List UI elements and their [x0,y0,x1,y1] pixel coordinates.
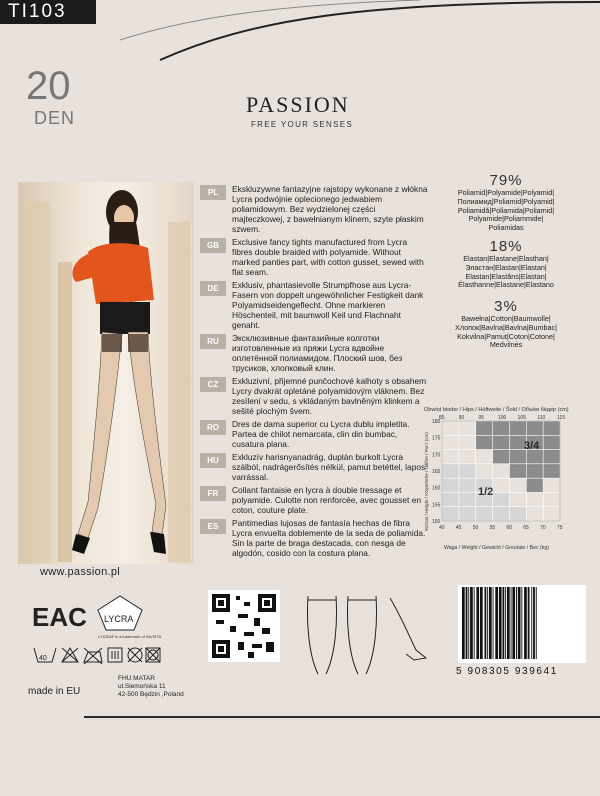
composition-fibre: Poliamidas [488,223,524,233]
size-cell-small [459,478,476,492]
lang-badge: FR [200,486,226,501]
brand-logo: PASSION [246,92,350,117]
description-ru [200,333,428,373]
composition-elastane [426,238,586,290]
barcode-digits: 5 908305 939641 [456,666,558,677]
height-tick: 180 [432,419,441,425]
size-cell-small [493,507,510,521]
composition-fibre: Poliamidă|Poliamida|Poliamid| [457,205,555,215]
bottom-rule [84,716,600,718]
lang-badge: CZ [200,377,226,392]
size-cell-large [526,421,543,435]
lang-badge: DE [200,281,226,296]
size-chart [420,413,598,553]
size-cell-large [543,421,560,435]
lang-badge: HU [200,453,226,468]
height-tick: 150 [432,519,441,525]
composition-fibre: Хлопок|Bavlna|Bavlna|Bumbac| [455,322,557,332]
weight-tick: 50 [472,525,479,531]
lycra-trademark-note: LYCRA® is a trademark of INVISTA [98,634,162,639]
lycra-icon [98,596,162,639]
description-text: Exclusive fancy tights manufactured from Lycra fibres double braided with polyamide. Without marked panties part, with cotton gusset, sewed with flat seam. [232,237,424,277]
hips-tick: 95 [478,415,484,421]
svg-text:LYCRA: LYCRA [104,614,134,624]
no-iron-icon [84,648,102,664]
size-label-large: 3/4 [524,440,540,452]
weight-tick: 45 [455,525,462,531]
size-cell-large [509,464,526,478]
description-gb [200,237,428,277]
svg-text:EAC: EAC [32,602,87,632]
height-tick: 170 [432,452,441,459]
size-cell-small [493,492,510,506]
weight-tick: 60 [506,525,512,531]
composition-fibre: Kokvilna|Pamut|Coton|Cotone| [457,331,555,341]
no-bleach-icon [62,648,78,662]
address-line: ul.Siemońska 11 [118,683,166,690]
description-text: Ekskluzywne fantazyjne rajstopy wykonane z włókna Lycra podwójnie oplecionego jedwabiem poliamidowym. Bez wydzielonej części majteczkowej, z bawełnianym klinem, szyte płaskim szwem. [232,184,428,234]
description-text: Эксклюзивные фантазийные колготки изготовленные из пряжи Lycra вдвойне оплетённой полиамидом. Плоский шов, без трусиков, хлопковый клин. [232,333,403,373]
size-cell-small [442,507,459,521]
description-es [200,518,428,558]
composition-fibre: Эластан|Elastan|Elastan| [465,262,547,272]
hips-tick: 110 [537,415,546,421]
description-cz [200,376,428,416]
size-cell-large [476,421,493,435]
product-code: TI103 [0,0,96,24]
certification-icons [18,588,458,683]
density-value: 20 [26,64,71,108]
size-cell-small [459,492,476,506]
hips-tick: 115 [557,415,565,421]
density-unit: DEN [34,108,76,128]
address-line: FHU MATAR [118,675,155,682]
description-text: Pantimedias lujosas de fantasía hechas de fibra Lycra envuelta doblemente de la seda de poliamida. Sin la parte de braga destacada, con nesga de algodón, cosido con la costura plana. [232,518,426,558]
description-text: Exkluzivní, přijemné punčochové kalhoty s obsahem Lycry dvakrát opletáné polyamidovým vláknem. Bez zesílení v sedu, s vkládaným bavlněným klinkem a sešité plochým švem. [232,376,427,416]
description-hu [200,452,428,482]
composition-cotton [426,298,586,350]
lang-badge: PL [200,185,226,200]
height-tick: 165 [432,469,441,475]
qr-code-icon [208,590,280,662]
size-cell-large [493,435,510,449]
size-cell-large [476,435,493,449]
logos-and-care [18,588,458,678]
size-cell-small [442,478,459,492]
lang-badge: ES [200,519,226,534]
weight-tick: 40 [439,525,445,531]
size-cell-small [459,464,476,478]
made-in-label: made in EU [28,686,81,697]
composition-fibre: Полиамид|Poliamid|Polyamid| [457,196,555,206]
description-de [200,280,428,330]
composition-percent: 3% [494,298,518,315]
lang-badge: RO [200,420,226,435]
no-dryer-icon [146,648,160,662]
wash-40-icon [34,648,56,662]
composition-fibre: Bawełna|Cotton|Baumwolle| [461,314,551,323]
composition-fibre: Élasthanne|Elastane|Elastano [458,280,554,290]
product-photo [18,182,194,564]
website-link[interactable]: www.passion.pl [40,566,121,578]
no-tumble-icon [108,648,122,662]
hips-axis-label: Obwód bioder / Hips / Hüftweite / Šold / Объём бёдер (cm) [424,407,569,413]
model-illustration [18,182,194,564]
svg-text:40: 40 [39,655,47,662]
description-pl [200,184,428,234]
description-fr [200,485,428,515]
weight-tick: 70 [540,525,546,531]
size-cell-small [442,492,459,506]
hips-tick: 85 [439,415,445,421]
size-cell-small [459,507,476,521]
lang-badge: RU [200,334,226,349]
size-cell-large [526,464,543,478]
description-text: Dres de dama superior cu Lycra dublu impletita. Partea de chilot nemarcata, clin din bumbac, cusatura plana. [232,419,410,449]
hips-tick: 100 [498,415,507,421]
no-dryclean-icon [128,648,142,662]
address-line: 42-500 Będzin ,Poland [118,691,184,698]
decorative-swoosh [0,0,600,160]
composition-fibre: Elastan|Elastane|Elasthan| [463,254,549,263]
height-tick: 155 [432,502,441,509]
barcode [458,585,586,663]
size-cell-small [509,507,526,521]
size-cell-small [476,507,493,521]
tights-sketch-icon [307,596,426,674]
manufacturer-address [118,675,184,699]
height-tick: 175 [432,435,441,442]
eac-icon [32,602,87,632]
hips-tick: 90 [458,415,465,421]
brand-tagline: FREE YOUR SENSES [251,120,354,129]
size-cell-small [442,464,459,478]
description-ro [200,419,428,449]
composition-polyamide [426,172,586,233]
description-text: Exkluzív harisnyanadrág, duplán burkolt Lycra szálból, nadrágerősítés nélkül, pamut betéttel, lapos varrással. [232,452,426,482]
size-label-small: 1/2 [478,486,494,498]
weight-tick: 65 [523,525,529,531]
hips-tick: 105 [517,415,527,421]
size-cell-large [543,450,560,464]
composition-fibre: Elastan|Elastăns|Elastan| [465,271,547,281]
size-cell-large [493,450,510,464]
descriptions-list [200,184,428,561]
size-cell-large [526,478,543,492]
height-tick: 160 [432,485,441,492]
description-text: Collant fantaisie en lycra à double tressage et polyamide. Culotte non renforcée, avec gousset en coton, couture plate. [232,485,422,515]
composition-percent: 79% [489,172,523,189]
composition-fibre: Medvilnės [489,340,523,350]
composition-percent: 18% [489,238,523,255]
size-cell-large [543,464,560,478]
lang-badge: GB [200,238,226,253]
description-text: Exklusiv, phantasievolle Strumpfhose aus Lycra-Fasern von doppelt ungewöhnlicher Festigkeit dank Polyamidseidengeflecht. Ohne markieren Höschenteil, mit baumwoll Keil und Flachnaht genaht. [232,280,424,330]
composition-fibre: Poliamid|Polyamide|Polyamid| [457,188,555,197]
size-cell-large [543,435,560,449]
composition-fibre: Polyamide|Poliammide| [468,214,544,224]
size-cell-large [509,421,526,435]
weight-axis-label: Waga / Weight / Gewicht / Greutate / Вес (kg) [444,545,549,551]
weight-tick: 55 [489,525,496,531]
height-axis-label: Wzrost / Height / Körpehöhe / Nálfne / Рост (cm) [424,432,429,531]
size-cell-large [493,421,510,435]
weight-tick: 75 [557,525,563,531]
